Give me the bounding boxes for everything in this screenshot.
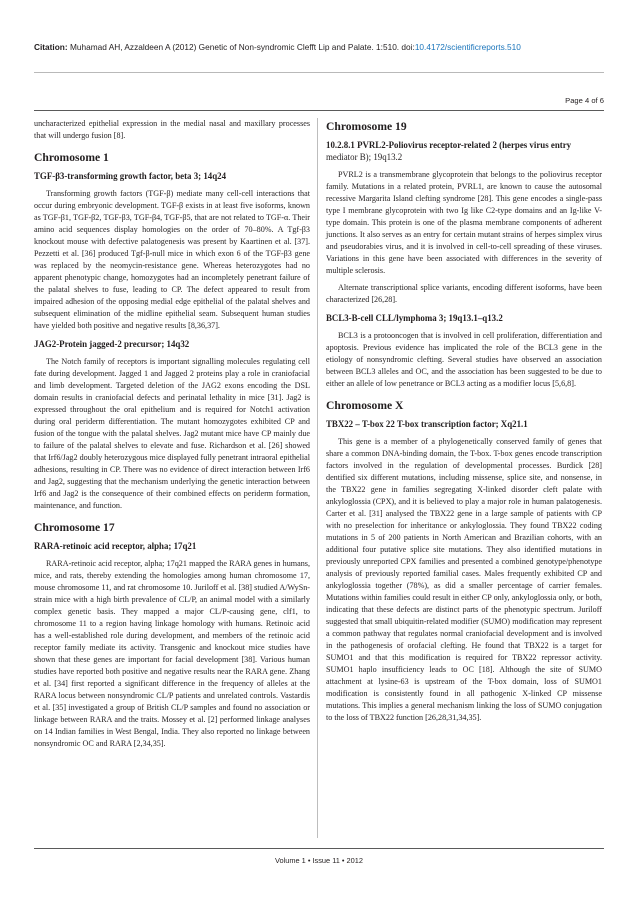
heading-chromosome-17: Chromosome 17 <box>34 521 115 534</box>
heading-chromosome-1: Chromosome 1 <box>34 151 109 164</box>
paragraph-rara: RARA-retinoic acid receptor, alpha; 17q21 mapped the RARA genes in humans, mice, and rats, thereby extending the homologies among human chromosome 17, mouse chromosome 11, and rat chromosome 10. Juriloff et al. [38] studied A/WySn-strain mice with a high birth prevalence of CL/P, an animal model with a similarly complex genetic basis. They mapped a major CL/P-causing gene, clf1, to chromosome 11 to a region having linkage homology with humans. Retinoic acid has a well-established role during development, and members of the retinoic acid receptor family mediate its activity. Transgenic and knockout mice studies have shown that these genes are important for facial development [38]. Various human studies have reported both positive and negative results near the RARA gene. Zhang et al. [34] first reported a significant difference in the frequency of alleles at the RARA locus between nonsyndromic CL/P patients and unrelated controls. Vastardis et al. [35] investigated a group of British CL/P samples and found no association or linkage between RARA and the traits. Mossey et al. [2] performed linkage analyses on 14 Indian families in West Bengal, India. They also reported no linkage between nonsyndromic OC and RARA [2,34,35]. <box>34 559 310 748</box>
citation-text: Muhamad AH, Azzaldeen A (2012) Genetic of Non-syndromic Clefft Lip and Palate. 1:510. doi: <box>69 42 415 52</box>
heading-rara: RARA-retinoic acid receptor, alpha; 17q21 <box>34 541 197 551</box>
header-divider <box>34 110 604 111</box>
paragraph-tbx22: This gene is a member of a phylogenetically conserved family of genes that share a common DNA-binding domain, the T-box. T-box genes encode transcription factors involved in the regulation of developmental processes. Burdick [28] dentified six different mutations, including missense, splice site, and nonsense, in the TBX22 gene in families segregating X-linked disorder cleft palate with ankyloglossia (CPX), and it is believed to play a major role in human palatogenesis. Carter et al. [31] analysed the TBX22 gene in a large sample of patients with CP with no preselection for inheritance or ankyloglossia. They found TBX22 coding mutations in 5 of 200 patients in North American and Brazilian cohorts, with an additional four putative splice site mutations. They also identified mutations in previously unreported CPX families and presented a combined genotype/phenotype analysis of previously reported familial cases. Males frequently exhibited CP and ankyloglossia together (78%), as did a smaller percentage of carrier females. Mutations within families could result in either CP only, ankyloglossia only, or both, indicating that these defects are distinct parts of the phenotypic spectrum. Juriloff suggested that small ubiquitin-related modifier (SUMO) modification may represent a common pathway that regulates normal craniofacial development and is involved in the pathogenesis of orofacial clefting. He found that TBX22 is a target for SUMO1 and that this modification is required for TBX22 repressor activity. SUMO1 haplo insufficiency leads to OC [18]. Although the site of SUMO attachment at lysine-63 is upstream of the T-box domain, loss of SUMO1 modification is consistently found in all pathogenic X-linked CP missense mutations. This implies a general mechanism linking the loss of SUMO conjugation to the loss of TBX22 function [26,28,31,34,35]. <box>326 437 602 722</box>
footer-volume: Volume 1 • Issue 11 • 2012 <box>274 856 364 865</box>
heading-chromosome-x: Chromosome X <box>326 399 404 412</box>
right-column <box>326 118 602 724</box>
doi-link[interactable]: 10.4172/scientificreports.510 <box>414 42 521 52</box>
page-number: Page 4 of 6 <box>565 96 604 105</box>
footer-divider <box>34 848 604 849</box>
left-column <box>34 118 310 750</box>
column-divider <box>317 118 318 838</box>
heading-pvrl2 <box>326 139 602 163</box>
heading-jag2: JAG2-Protein jagged-2 precursor; 14q32 <box>34 339 190 349</box>
heading-tgfb3: TGF-β3-transforming growth factor, beta 3; 14q24 <box>34 171 227 181</box>
heading-bcl3: BCL3-B-cell CLL/lymphoma 3; 19q13.1–q13.2 <box>326 313 503 323</box>
paragraph-tgfb3: Transforming growth factors (TGF-β) mediate many cell-cell interactions that occur during embryonic development. TGF-β exists in at least five isoforms, known as TGF-β1, TGF-β2, TGF-β3, TGF-β4, TGF-β5, that are not related to TGF-α. Their amino acid sequences display homologies on the order of 70–80%. A Tgf-β3 knockout mouse with defective palatogenesis was present by Kaartinen et al. [37]. Pezzetti et al. [36] produced Tgf-β-null mice in which exon 6 of the TGF-β3 gene was replaced by the neomycin-resistance gene. Whereas heterozygotes had no apparent phenotypic change, homozygotes had an incompletely penetrant failure of the palatal shelves to fuse, leading to CP. The defect appeared to result from impaired adhesion of the opposing medial edge epithelial of the palatal shelves and subsequent elimination of the midline epithelial seam. Subsequent human studies have yielded both positive and negative results [8,36,37]. <box>34 189 310 330</box>
paragraph-bcl3: BCL3 is a protooncogen that is involved in cell proliferation, differentiation and apoptosis. Previous evidence has implicated the role of the BCL3 gene in the etiology of nonsyndromic clefting. Several studies have observed an association between BCL3 alleles and OC, and the association has been suggested to be due to either an allele of low penetrance or BCL3 acting as a modifier locus [5,6,8]. <box>326 331 602 388</box>
heading-pvrl2-normal: mediator B); 19q13.2 <box>326 152 403 162</box>
citation-line <box>34 42 604 52</box>
heading-tbx22: TBX22 – T-box 22 T-box transcription factor; Xq21.1 <box>326 419 528 429</box>
paragraph-pvrl2-isoforms: Alternate transcriptional splice variants, encoding different isoforms, have been characterized [26,28]. <box>326 283 602 304</box>
heading-chromosome-19: Chromosome 19 <box>326 120 407 133</box>
paragraph-jag2: The Notch family of receptors is important signalling molecules regulating cell fate during development. Jagged 1 and Jagged 2 proteins play a role in craniofacial and limb development. Targeted deletion of the JAG2 exons encoding the DSL domain results in craniofacial defects and perinatal lethality in mice [31]. Jag2 is expressed throughout the oral epithelium and is required for Notch1 activation during oral periderm differentiation. The mutant homozygotes exhibited CP and fusion of the tongue with the palatal shelves. Jag2 mutant mice have CP mainly due to failure of the palatal shelves to elevate and fuse. Richardson et al. [26] showed that Irf6/Jag2 doubly heterozygous mice displayed fully penetrant intraoral epithelial adhesions, resulting in CP. There was no evidence of direct interaction between Irf6 and Jag2, suggesting that the mechanism underlying the genetic interaction between Irf6 and Jag2 is the consequence of their combined effects on periderm formation, maintenance, and function. <box>34 357 310 510</box>
paragraph-continued: uncharacterized epithelial expression in the medial nasal and maxillary processes that will undergo fusion [8]. <box>34 119 310 140</box>
heading-pvrl2-bold: 10.2.8.1 PVRL2-Poliovirus receptor-related 2 (herpes virus entry <box>326 140 572 150</box>
top-divider <box>34 72 604 73</box>
citation-label: Citation: <box>34 42 68 52</box>
paragraph-pvrl2: PVRL2 is a transmembrane glycoprotein that belongs to the poliovirus receptor family. Mutations in a related protein, PVRL1, are known to cause the autosomal recessive Margarita Island clefting syndrome [28]. This gene encodes a single-pass type I membrane glycoprotein with two Ig like C2-type domains and an Ig-like V-type domain. This protein is one of the plasma membrane components of adherent junctions. It also serves as an entry for certain mutant strains of herpes simplex virus and pseudorabies virus, and it is involved in cell-to-cell spreading of these viruses. Variations in this gene have been associated with differences in the severity of multiple sclerosis. <box>326 170 602 275</box>
